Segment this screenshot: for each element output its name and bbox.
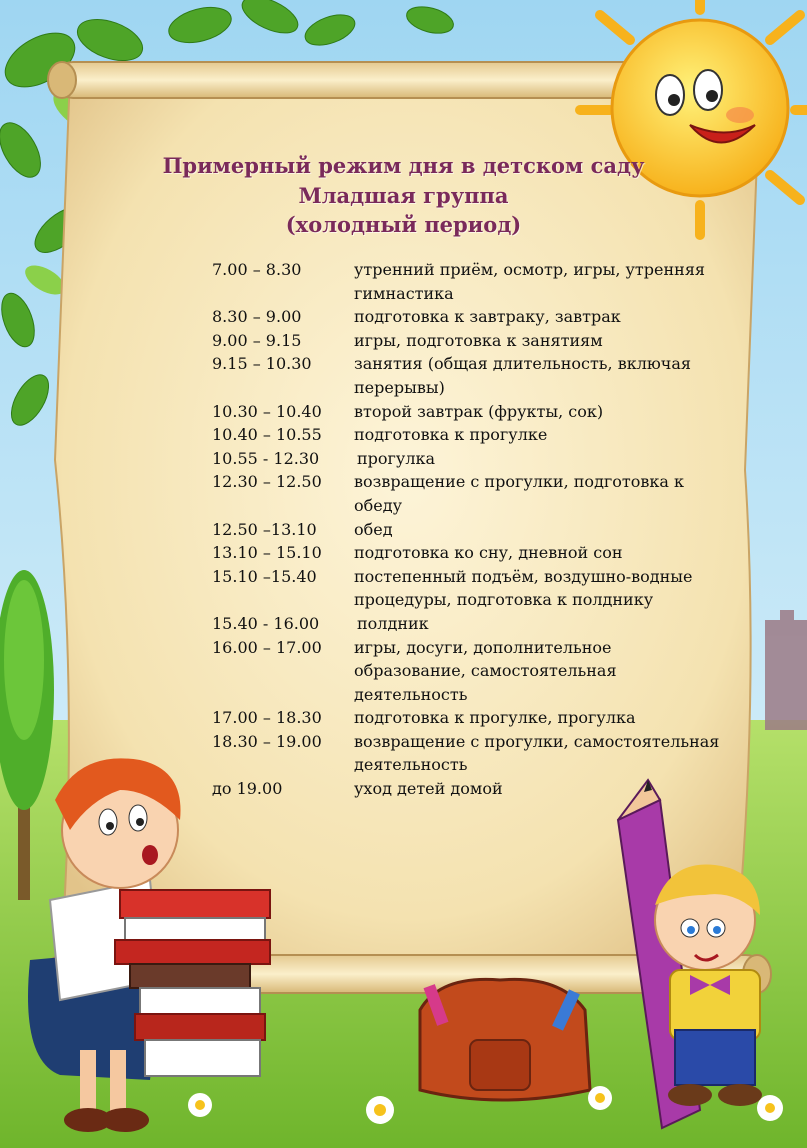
schedule-activity: обед bbox=[354, 519, 393, 539]
schedule-time: 18.30 – 19.00 bbox=[212, 731, 322, 751]
schedule-time: 15.10 –15.40 bbox=[212, 566, 317, 586]
schedule-time: 8.30 – 9.00 bbox=[212, 307, 302, 327]
schedule-row bbox=[212, 258, 732, 305]
title-line-3: (холодный период) bbox=[285, 212, 522, 237]
schedule-activity: подготовка ко сну, дневной сон bbox=[354, 543, 623, 563]
schedule-row bbox=[212, 730, 732, 777]
schedule-row bbox=[212, 777, 732, 801]
schedule-row bbox=[212, 423, 732, 447]
schedule-list bbox=[212, 258, 732, 801]
schedule-time: до 19.00 bbox=[212, 779, 283, 799]
title-line-2: Младшая группа bbox=[298, 183, 509, 208]
schedule-row bbox=[212, 470, 732, 517]
schedule-activity: занятия (общая длительность, включая перерывы) bbox=[354, 354, 691, 397]
fence bbox=[765, 610, 807, 730]
schedule-row bbox=[212, 518, 732, 542]
schedule-time: 17.00 – 18.30 bbox=[212, 708, 322, 728]
schedule-activity: подготовка к прогулке, прогулка bbox=[354, 708, 636, 728]
schedule-activity: полдник bbox=[357, 613, 429, 633]
schedule-time: 12.50 –13.10 bbox=[212, 519, 317, 539]
schedule-activity: игры, досуги, дополнительное образование, самостоятельная деятельность bbox=[354, 637, 617, 704]
schedule-time: 13.10 – 15.10 bbox=[212, 543, 322, 563]
schedule-activity: уход детей домой bbox=[354, 779, 503, 799]
schedule-row bbox=[212, 400, 732, 424]
schedule-activity: постепенный подъём, воздушно-водные процедуры, подготовка к полднику bbox=[354, 566, 693, 610]
schedule-row bbox=[212, 636, 732, 707]
schedule-activity: игры, подготовка к занятиям bbox=[354, 330, 603, 350]
schedule-activity: подготовка к прогулке bbox=[354, 425, 548, 445]
schedule-activity: подготовка к завтраку, завтрак bbox=[354, 307, 621, 327]
title-line-1: Примерный режим дня в детском саду bbox=[162, 153, 645, 178]
schedule-time: 7.00 – 8.30 bbox=[212, 260, 302, 279]
schedule-row bbox=[212, 541, 732, 565]
schedule-row bbox=[212, 329, 732, 353]
schedule-time: 10.30 – 10.40 bbox=[212, 401, 322, 421]
schedule-time: 9.15 – 10.30 bbox=[212, 354, 312, 374]
schedule-time: 16.00 – 17.00 bbox=[212, 637, 322, 657]
schedule-row bbox=[212, 565, 732, 612]
schedule-activity: утренний приём, осмотр, игры, утренняя гимнастика bbox=[354, 260, 705, 303]
schedule-time: 9.00 – 9.15 bbox=[212, 330, 302, 350]
schedule-activity: возвращение с прогулки, самостоятельная деятельность bbox=[354, 731, 720, 775]
schedule-activity: возвращение с прогулки, подготовка к обеду bbox=[354, 472, 685, 515]
schedule-time: 12.30 – 12.50 bbox=[212, 472, 322, 492]
schedule-activity: прогулка bbox=[357, 448, 436, 468]
schedule-row bbox=[212, 706, 732, 730]
schedule-row bbox=[212, 305, 732, 329]
schedule-row bbox=[212, 612, 732, 636]
schedule-time: 10.55 - 12.30 bbox=[212, 448, 320, 468]
schedule-row bbox=[212, 352, 732, 399]
backpack bbox=[420, 979, 590, 1100]
schedule-activity: второй завтрак (фрукты, сок) bbox=[354, 401, 604, 421]
schedule-time: 10.40 – 10.55 bbox=[212, 425, 322, 445]
schedule-row bbox=[212, 447, 732, 471]
schedule-time: 15.40 - 16.00 bbox=[212, 613, 320, 633]
